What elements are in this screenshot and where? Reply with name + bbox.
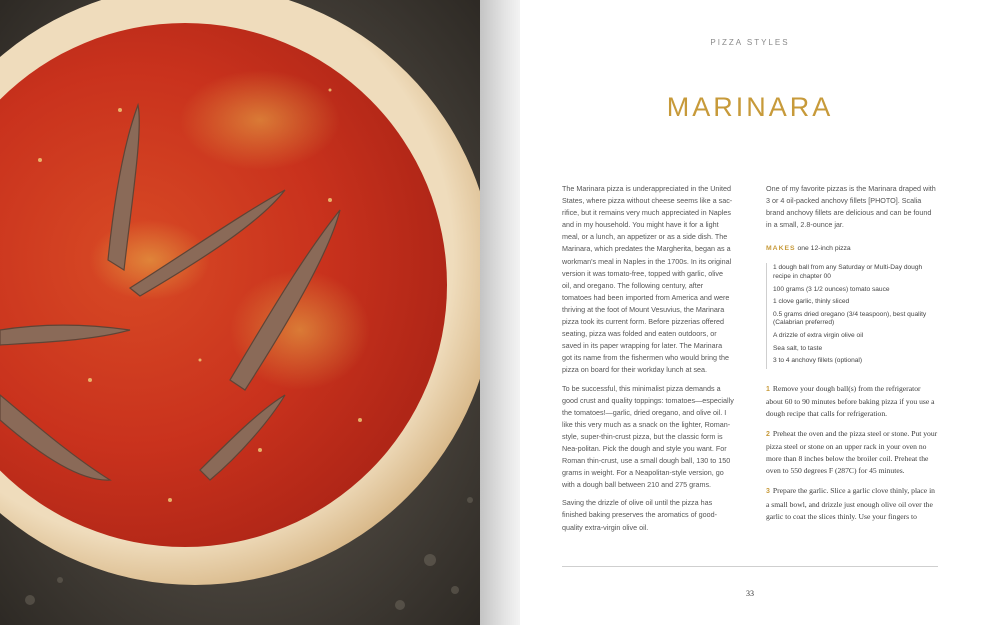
ingredient-item: A drizzle of extra virgin olive oil — [773, 332, 864, 340]
step-number: 1 — [766, 385, 770, 393]
step-text: Preheat the oven and the pizza steel or stone. Put your pizza steel or stone on an upper rack in your oven no more than 8 inches below the broiler coil. Preheat the oven to 550 degrees F (287C) for 45 minutes. — [766, 429, 938, 476]
method-step — [766, 428, 938, 477]
body-column-2 — [766, 183, 938, 531]
recipe-title: MARINARA — [666, 92, 834, 123]
pizza-illustration — [0, 0, 480, 625]
ingredient-item: Sea salt, to taste — [773, 344, 823, 352]
ingredient-list — [766, 263, 938, 368]
pizza-photo — [0, 0, 480, 625]
method-step — [766, 485, 938, 522]
step-number: 2 — [766, 431, 770, 439]
body-paragraph: To be successful, this minimalist pizza demands a good crust and quality toppings: tomatoes—especially the tomatoes!—garlic, dried oregano, and olive oil. I like this very much as a snack on the lighter, Roman-style, super-thin-crust pizza, but the classic form is Nea-politan. Pick the dough and style you want. For Roman thin-crust, use a small dough ball, 130 to 150 grams in weight. For a Neapolitan-style version, go with a dough ball between 210 and 275 grams. — [562, 383, 734, 490]
step-text: Prepare the garlic. Slice a garlic clove thinly, place in a small bowl, and drizzle just enough olive oil over the garlic to coat the slices thinly. Use your fingers to — [766, 486, 935, 521]
body-column-1 — [562, 183, 734, 540]
page-gutter — [480, 0, 520, 625]
recipe-page — [520, 0, 1000, 625]
body-paragraph: The Marinara pizza is underappreciated in the United States, where pizza without cheese seems like a sac-rifice, but it remains very much appreciated in Naples and in my household. You might have it for a light meal, or a lunch, an appetizer or as a side dish. The Marinara, which predates the Margherita, began as a workman's meal in Naples in the 1700s. In its original version it was tomato-free, topped with garlic, olive oil, and oregano. The following century, after tomatoes had been imported from America and were thriving at the foot of Mount Vesuvius, the Marinara pizza took its current form. Before pizzerias offered seating, pizza was folded and eaten outdoors, or saved in its paper wrapping for later. The Marinara got its name from the fishermen who would bring the pizza on board for their workday lunch at sea. — [562, 184, 733, 375]
page-number: 33 — [746, 589, 754, 598]
anchovy-note: One of my favorite pizzas is the Marinara draped with 3 or 4 oil-packed anchovy fillets [PHOTO]. Scalia brand anchovy fillets are delicious and can be found in a small, 2.8-ounce jar. — [766, 184, 936, 230]
method-steps — [766, 383, 938, 523]
ingredient-item: 0.5 grams dried oregano (3/4 teaspoon), best quality (Calabrian preferred) — [773, 310, 927, 327]
step-number: 3 — [766, 488, 770, 496]
ingredient-item: 3 to 4 anchovy fillets (optional) — [773, 357, 863, 365]
step-text: Remove your dough ball(s) from the refrigerator about 60 to 90 minutes before baking pizza if you use a dough recipe that calls for refrigeration. — [766, 383, 935, 418]
yield-line — [766, 243, 938, 255]
section-kicker: PIZZA STYLES — [710, 38, 790, 47]
yield-value: one 12-inch pizza — [797, 245, 851, 253]
body-paragraph: Saving the drizzle of olive oil until the pizza has finished baking preserves the aromatics of good-quality extra-virgin olive oil. — [562, 498, 718, 532]
ingredient-item: 100 grams (3 1/2 ounces) tomato sauce — [773, 285, 890, 293]
ingredient-item: 1 clove garlic, thinly sliced — [773, 298, 850, 306]
yield-label: MAKES — [766, 245, 796, 253]
method-step — [766, 383, 938, 420]
footer-rule — [562, 566, 938, 567]
ingredient-item: 1 dough ball from any Saturday or Multi-Day dough recipe in chapter 00 — [773, 264, 923, 281]
